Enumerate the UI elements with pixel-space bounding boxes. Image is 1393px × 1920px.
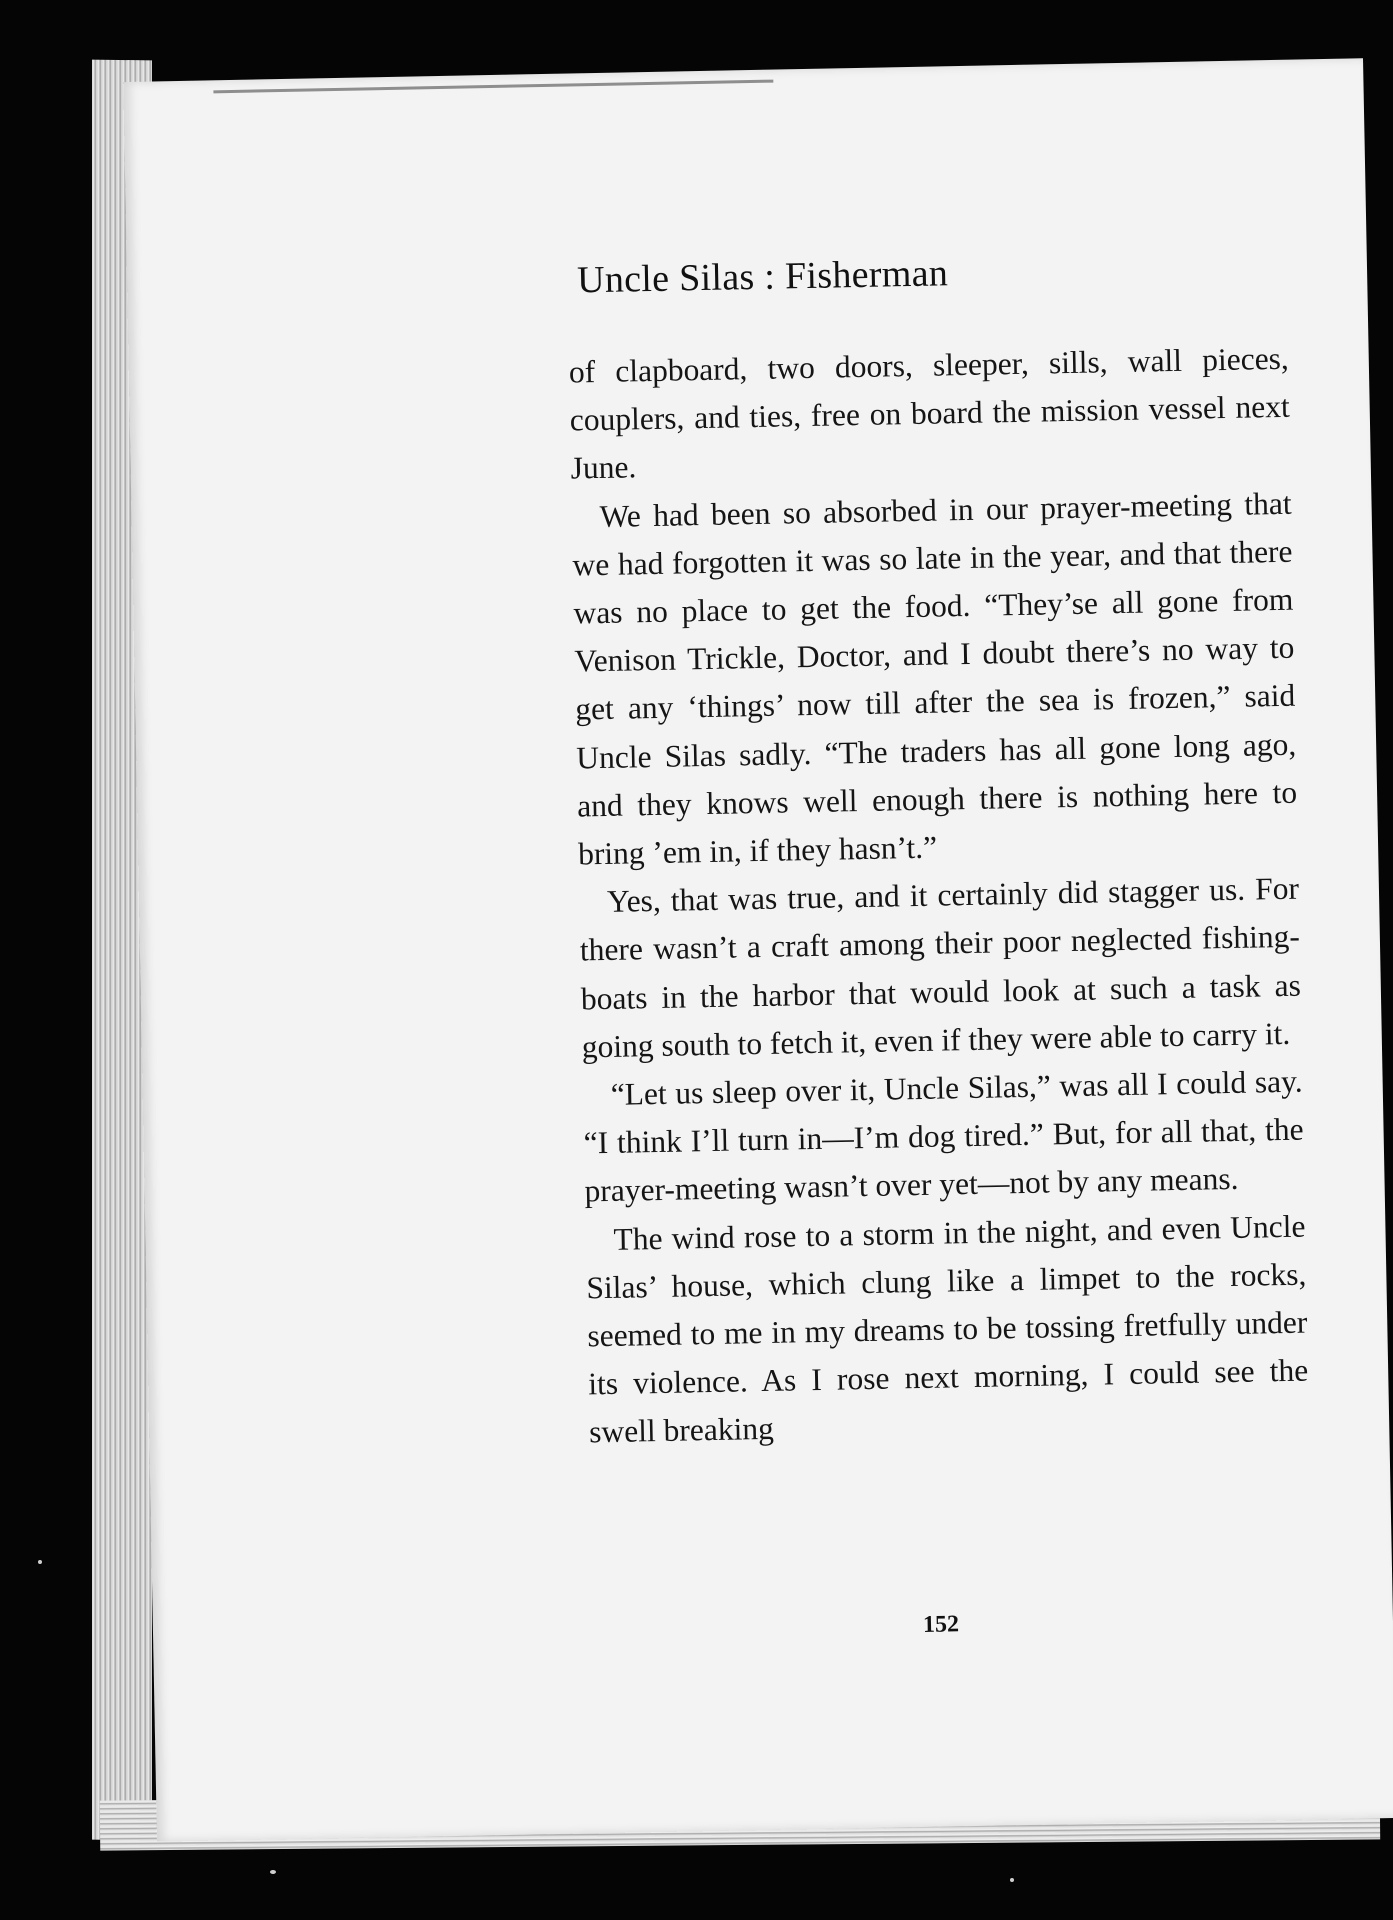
page-top-rule xyxy=(213,80,773,94)
paragraph: Yes, that was true, and it certainly did stagger us. For there wasn’t a craft among their poor neglected fishing-boats in the harbor that would look at such a task as going south to fetch it, even if they were able to carry it. xyxy=(579,870,1302,1065)
dust-speck xyxy=(1010,1878,1014,1882)
paragraph: of clapboard, two doors, sleeper, sills, wall pieces, couplers, and ties, free on board the mission vessel next June. xyxy=(568,340,1290,486)
book-page xyxy=(123,58,1393,1841)
dust-speck xyxy=(38,1560,42,1564)
body-text xyxy=(568,335,1309,1457)
dust-speck xyxy=(270,1870,276,1874)
paragraph: “Let us sleep over it, Uncle Silas,” was all I could say. “I think I’ll turn in—I’m dog tired.” But, for all that, the prayer-meeting wasn’t over yet—not by any means. xyxy=(583,1063,1304,1209)
paragraph: The wind rose to a storm in the night, and even Uncle Silas’ house, which clung like a limpet to the rocks, seemed to me in my dreams to be tossing fretfully under its violence. As I rose next morning, I could see the swell breaking xyxy=(586,1208,1309,1450)
page-number: 152 xyxy=(922,1611,960,1638)
paragraph: We had been so absorbed in our prayer-meeting that we had forgotten it was so late in the year, and that there was no place to get the food. “They’se all gone from Venison Trickle, Doctor, and I doubt there’s no way to get any ‘things’ now till after the sea is frozen,” said Uncle Silas sadly. “The traders has all gone long ago, and they knows well enough there is nothing here to bring ’em in, if they hasn’t.” xyxy=(572,485,1298,872)
running-head: Uncle Silas : Fisherman xyxy=(576,252,949,302)
